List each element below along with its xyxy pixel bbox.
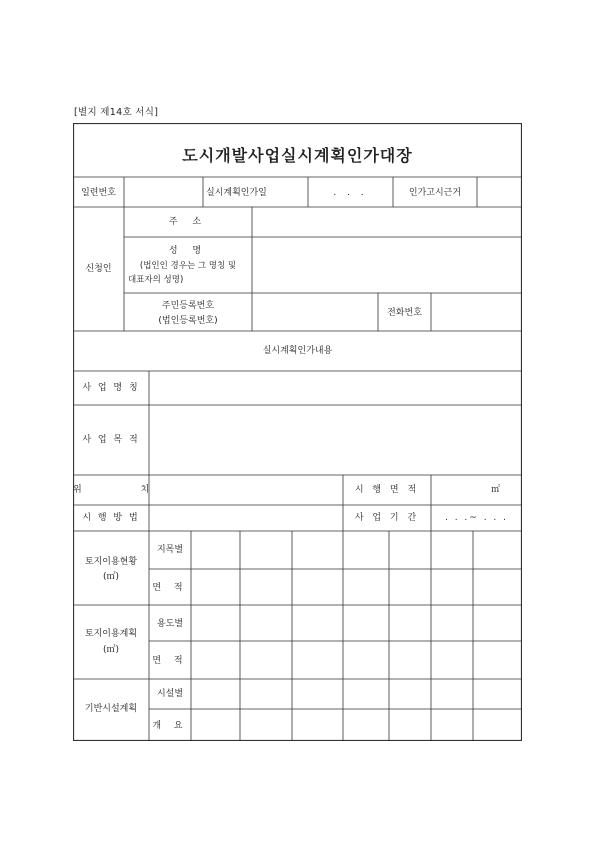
name-label: 성 명 — [168, 246, 208, 256]
project-purpose-label: 사 업 목 적 — [82, 435, 140, 445]
land-use-plan-unit: (㎡) — [102, 645, 120, 655]
approval-date-label: 실시계획인가일 — [206, 188, 267, 198]
infrastructure-plan-label: 기반시설계획 — [84, 704, 138, 714]
land-use-status-label: 토지이용현황 — [84, 557, 138, 567]
project-name-label: 사 업 명 칭 — [82, 383, 140, 393]
form-title: 도시개발사업실시계획인가대장 — [182, 146, 413, 165]
form-caption: [별지 제14호 서식] — [74, 107, 159, 118]
land-use-status-row1: 지목별 — [156, 545, 184, 555]
content-header: 실시계획인가내용 — [262, 346, 333, 356]
corp-reg-no-label: (법인등록번호) — [158, 316, 218, 326]
land-use-status-row2: 면 적 — [152, 583, 188, 593]
location-label: 위 치 — [73, 485, 178, 495]
infrastructure-plan-row1: 시설별 — [156, 689, 184, 699]
registry-form — [73, 123, 522, 741]
reg-no-label: 주민등록번호 — [161, 301, 215, 311]
address-label: 주 소 — [168, 217, 208, 227]
land-use-plan-row1: 용도별 — [156, 619, 184, 629]
serial-no-label: 일련번호 — [81, 188, 116, 198]
land-use-plan-row2: 면 적 — [152, 656, 188, 666]
name-note-line1: (법인인 경우는 그 명칭 및 — [139, 261, 237, 271]
approval-date-placeholder: . . . — [333, 188, 368, 198]
approval-basis-label: 인가고시근거 — [408, 188, 462, 198]
infrastructure-plan-row2: 개 요 — [152, 721, 188, 731]
land-use-plan-label: 토지이용계획 — [84, 629, 138, 639]
period-placeholder: . . .~ . . . — [444, 513, 508, 523]
phone-label: 전화번호 — [387, 308, 422, 318]
method-label: 시 행 방 법 — [82, 513, 140, 523]
area-unit: ㎡ — [491, 485, 501, 495]
land-use-status-unit: (㎡) — [102, 572, 120, 582]
applicant-label: 신청인 — [85, 264, 112, 274]
name-note-line2: 대표자의 성명) — [128, 275, 184, 285]
area-label: 시 행 면 적 — [354, 485, 420, 495]
period-label: 사 업 기 간 — [354, 513, 420, 523]
